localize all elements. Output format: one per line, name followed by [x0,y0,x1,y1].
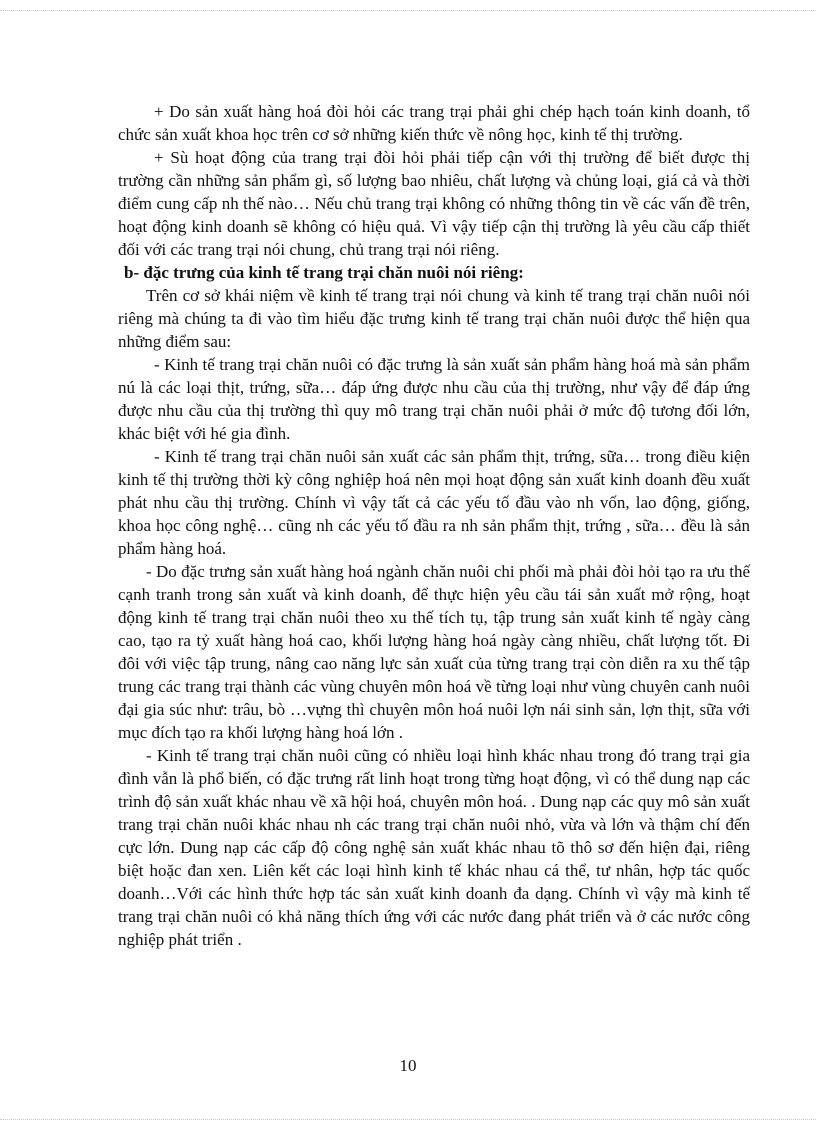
paragraph-accounting: + Do sản xuất hàng hoá đòi hỏi các trang trại phải ghi chép hạch toán kinh doanh, tổ chức sản xuất khoa học trên cơ sở những kiến thức về nông học, kinh tế thị trường. [118,102,750,144]
paragraph-commodity: - Kinh tế trang trại chăn nuôi có đặc trưng là sản xuất sản phẩm hàng hoá mà sản phẩm nú là các loại thịt, trứng, sữa… đáp ứng được nhu cầu của thị trường, như vậy để đáp ứng được nhu cầu của thị trường thì quy mô trang trại chăn nuôi phải ở mức độ tương đối lớn, khác biệt với hé gia đình. [118,355,750,443]
paragraph-competition: - Do đặc trưng sản xuất hàng hoá ngành chăn nuôi chi phối mà phải đòi hỏi tạo ra ưu thế cạnh tranh trong sản xuất và kinh doanh, để thực hiện yêu cầu tái sản xuất mở rộng, hoạt động kinh tế trang trại chăn nuôi theo xu thế tích tụ, tập trung sản xuất kinh tế ngày càng cao, tạo ra tỷ xuất hàng hoá cao, khối lượng hàng hoá ngày càng nhiều, chất lượng tốt. Đi đôi với việc tập trung, nâng cao năng lực sản xuất của từng trang trại còn diễn ra xu thế tập trung các trang trại thành các vùng chuyên môn hoá về từng loại như vùng chuyên canh nuôi đại gia súc như: trâu, bò …vựng thì chuyên môn hoá nuôi lợn nái sinh sản, lợn thịt, sữa với mục đích tạo ra khối lượng hàng hoá lớn . [118,562,750,742]
section-heading: b- đặc trưng của kinh tế trang trại chăn nuôi nói riêng: [124,263,524,282]
document-body [118,100,750,951]
paragraph-farm-types: - Kinh tế trang trại chăn nuôi cũng có nhiều loại hình khác nhau trong đó trang trại gia đình vẫn là phổ biến, có đặc trưng rất linh hoạt trong từng hoạt động, vì có thể dung nạp các trình độ sản xuất khác nhau về xã hội hoá, chuyên môn hoá. . Dung nạp các quy mô sản xuất trang trại chăn nuôi khác nhau nh các trang trại chăn nuôi nhỏ, vừa và lớn và thậm chí đến cực lớn. Dung nạp các cấp độ công nghệ sản xuất khác nhau tõ thô sơ đến hiện đại, riêng biệt hoặc đan xen. Liên kết các loại hình kinh tế khác nhau cá thể, tư nhân, hợp tác quốc doanh…Với các hình thức hợp tác sản xuất kinh doanh đa dạng. Chính vì vậy mà kinh tế trang trại chăn nuôi có khả năng thích ứng với các nước đang phát triển và ở các nước công nghiệp phát triển . [118,746,750,949]
page-border-bottom [0,1119,816,1120]
page-number: 10 [399,1056,417,1075]
page-border-top [0,10,816,11]
paragraph-market-access: + Sù hoạt động của trang trại đòi hỏi phải tiếp cận với thị trường để biết được thị trường cần những sản phẩm gì, số lượng bao nhiêu, chất lượng và chủng loại, giá cả và thời điểm cung cấp nh thế nào… Nếu chủ trang trại không có những thông tin về các vấn đề trên, hoạt động kinh doanh sẽ không có hiệu quả. Vì vậy tiếp cận thị trường là yêu cầu cấp thiết đối với các trang trại nói chung, chủ trang trại nói riêng. [118,148,750,259]
paragraph-market-economy: - Kinh tế trang trại chăn nuôi sản xuất các sản phẩm thịt, trứng, sữa… trong điều kiện kinh tế thị trường thời kỳ công nghiệp hoá nên mọi hoạt động sản xuất kinh doanh đều xuất phát nhu cầu thị trường. Chính vì vậy tất cả các yếu tố đầu vào nh vốn, lao động, giống, khoa học công nghệ… cũng nh các yếu tố đầu ra nh sản phẩm thịt, trứng , sữa… đều là sản phẩm hàng hoá. [118,447,750,558]
paragraph-intro: Trên cơ sở khái niệm về kinh tế trang trại nói chung và kinh tế trang trại chăn nuôi nói riêng mà chúng ta đi vào tìm hiểu đặc trưng kinh tế trang trại chăn nuôi được thể hiện qua những điểm sau: [118,286,750,351]
